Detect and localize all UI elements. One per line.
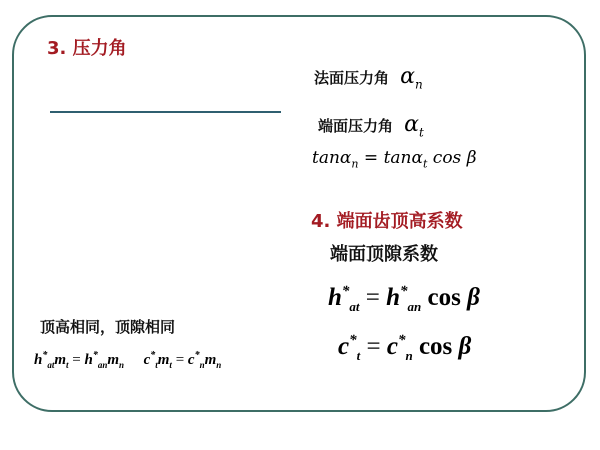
transverse-angle-label: 端面压力角: [318, 117, 394, 135]
same-height-clearance-note: 顶高相同，顶隙相同: [40, 318, 176, 336]
clearance-coefficient-formula: $c^*_t = c^*_n$ cos β: [338, 332, 472, 363]
section-3-title: 3. 压力角: [47, 38, 127, 59]
transverse-angle-symbol: $\alpha_t$: [404, 112, 424, 140]
section-4-title: 4. 端面齿顶高系数: [311, 211, 463, 232]
section-4-subtitle: 端面顶隙系数: [330, 244, 438, 265]
product-equality-formula: $h^*_{at}m_t = h^*_{an}m_n$ $c^*_tm_t = c^*_nm_n$: [34, 350, 222, 370]
normal-angle-symbol: $\alpha_n$: [400, 64, 423, 92]
addendum-coefficient-formula: $h^*_{at} = h^*_{an}$ cos β: [328, 283, 480, 314]
divider-line: [50, 111, 281, 113]
transverse-angle-row: [318, 112, 424, 140]
normal-angle-row: [314, 64, 423, 92]
normal-angle-label: 法面压力角: [314, 69, 390, 87]
tan-relation-formula: tanα$_n$ = tanα$_t$ cos β: [312, 148, 477, 171]
